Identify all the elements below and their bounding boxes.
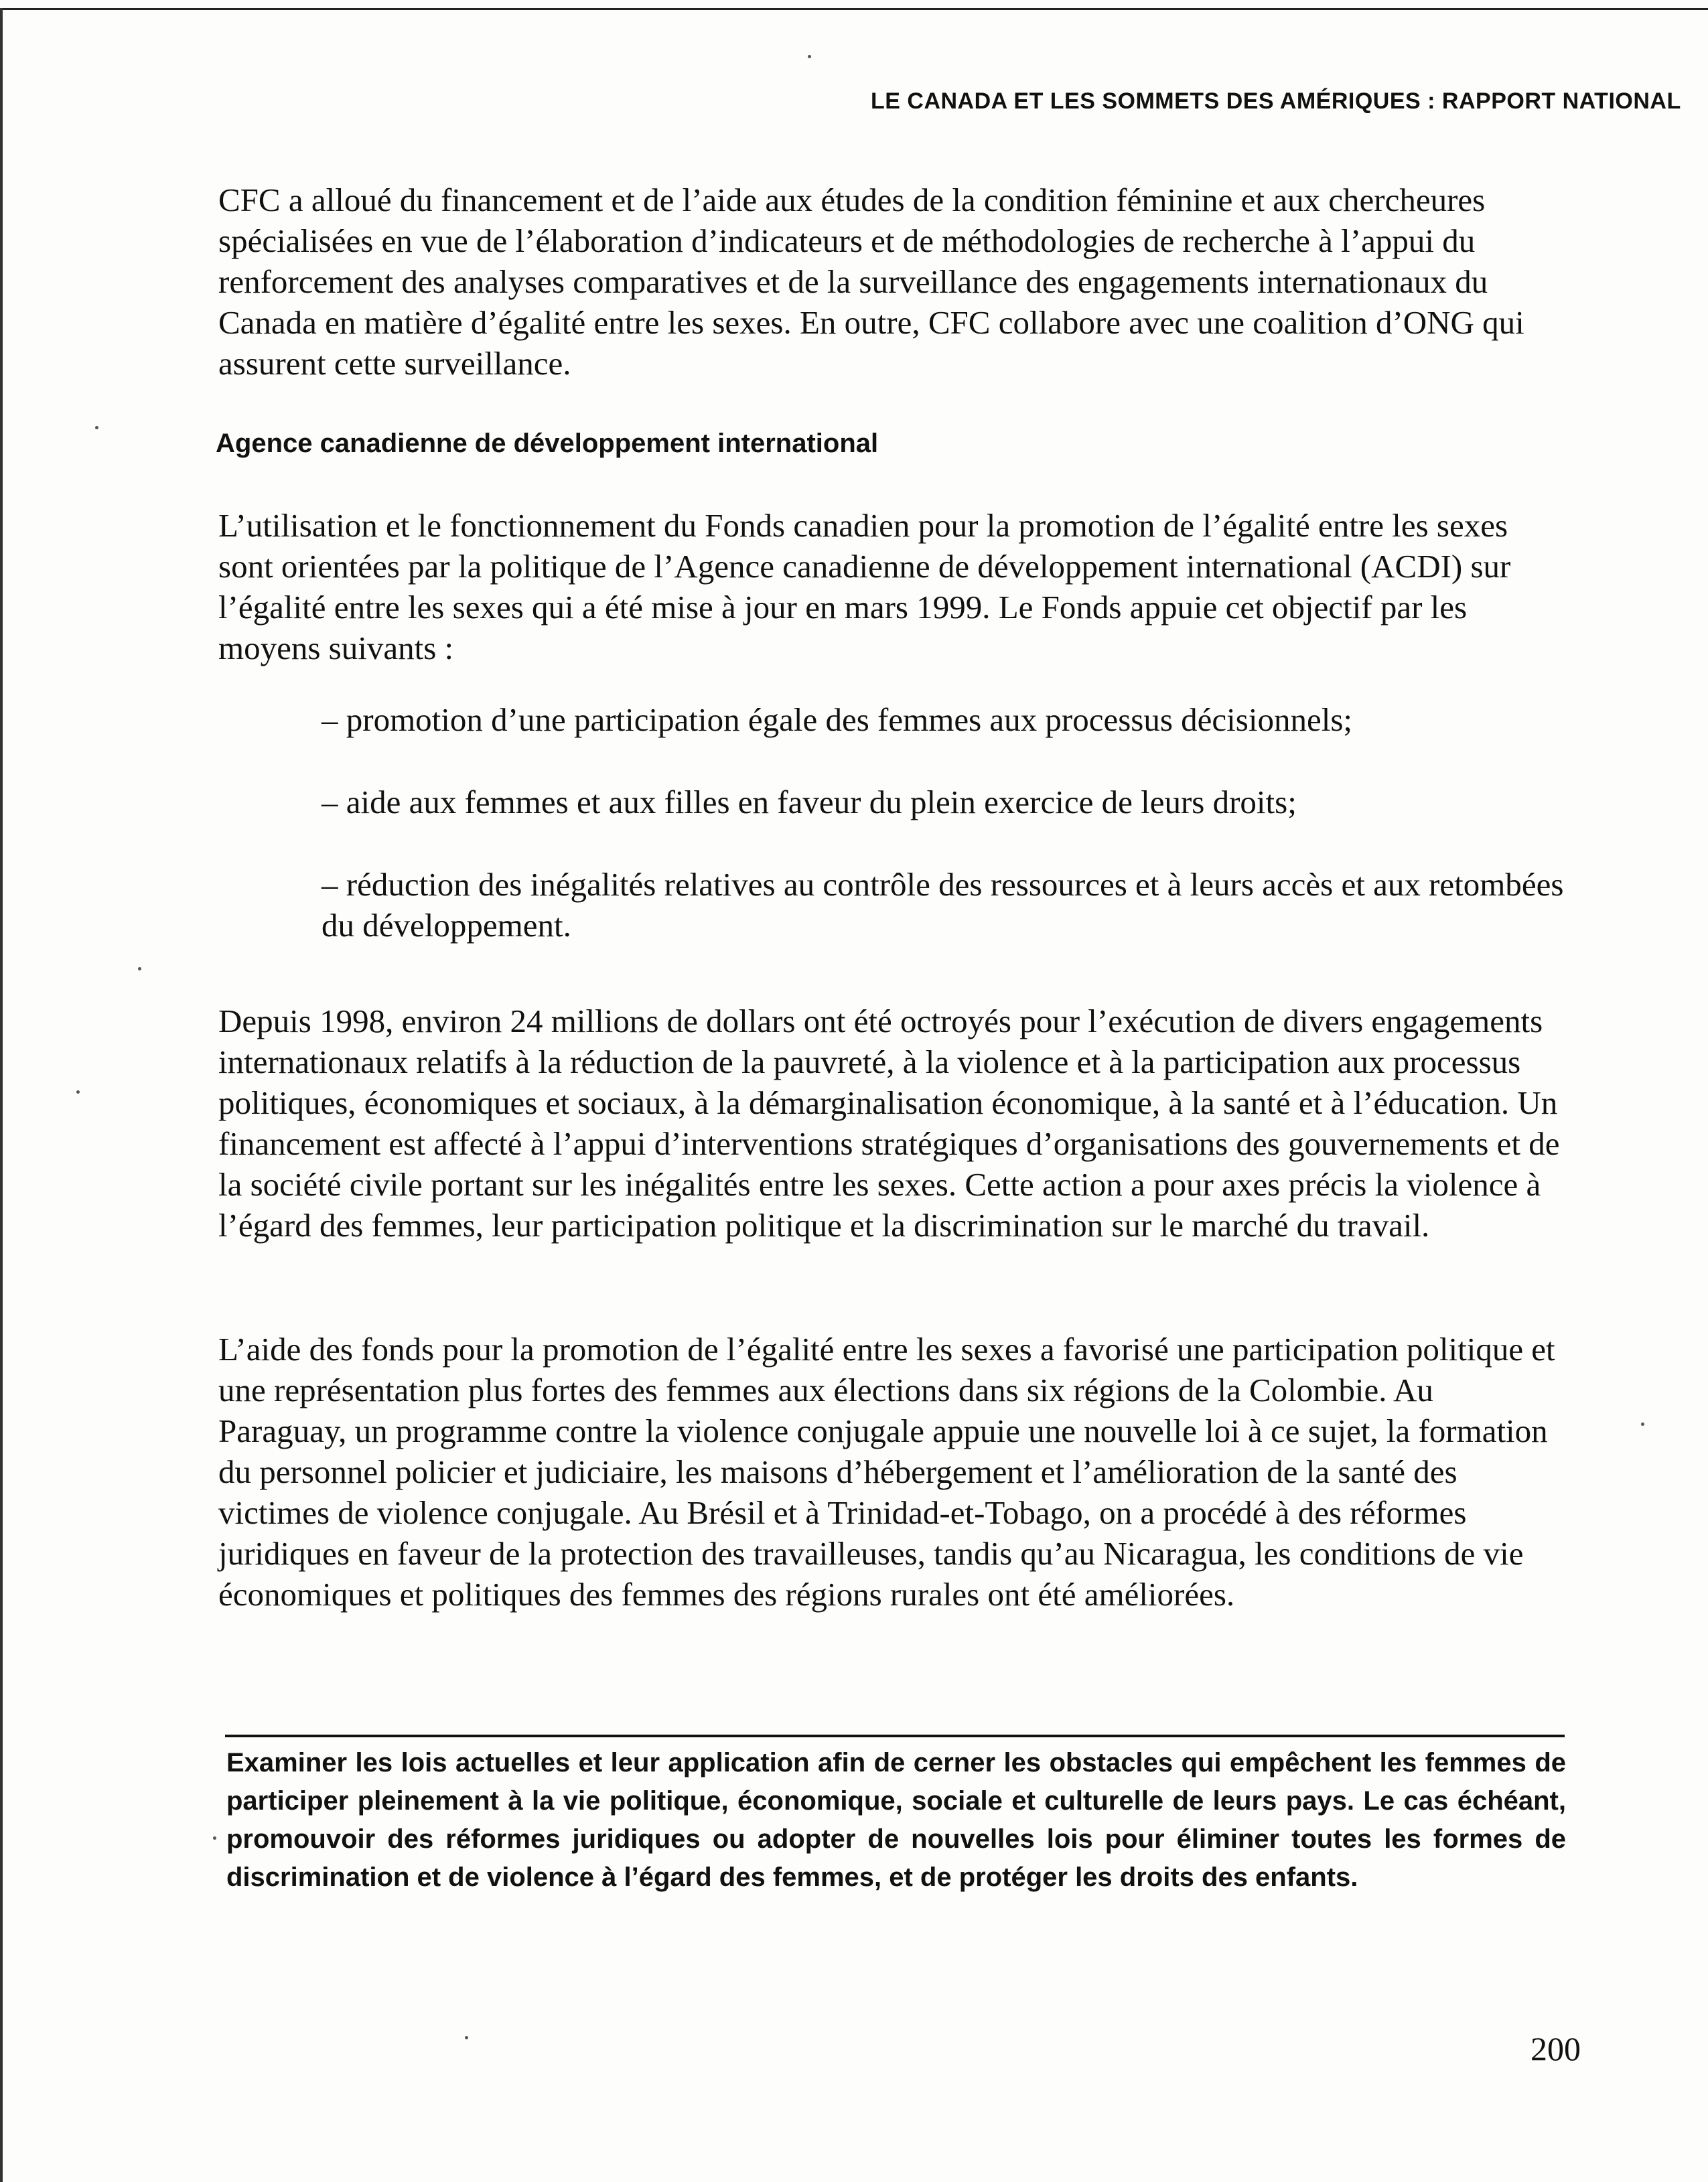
list-item: – aide aux femmes et aux filles en faveur du plein exercice de leurs droits;: [322, 784, 1297, 820]
paragraph-acdi-intro: L’utilisation et le fonctionnement du Fonds canadien pour la promotion de l’égalité entre les sexes sont orientées par la politique de l’Agence canadienne de développement international (ACDI) sur l’égalité entre les sexes qui a été mise à jour en mars 1999. Le Fonds appuie cet objectif par les moyens suivants :: [218, 507, 1511, 666]
section-heading-acdi: Agence canadienne de développement international: [216, 429, 879, 458]
scan-speck: [1641, 1423, 1644, 1426]
scan-speck: [213, 1836, 216, 1840]
scan-speck: [138, 967, 141, 970]
page-number: 200: [1531, 2030, 1581, 2067]
paragraph-cfc: CFC a alloué du financement et de l’aide aux études de la condition féminine et aux chercheures spécialisées en vue de l’élaboration d’indicateurs et de méthodologies de recherche à l’appui du renforcement des analyses comparatives et de la surveillance des engagements internationaux du Canada en matière d’égalité entre les sexes. En outre, CFC collabore avec une coalition d’ONG qui assurent cette surveillance.: [218, 181, 1524, 382]
scan-top-edge: [0, 8, 1708, 10]
running-header: LE CANADA ET LES SOMMETS DES AMÉRIQUES : RAPPORT NATIONAL: [871, 88, 1681, 114]
scan-speck: [76, 1090, 80, 1094]
list-item: – promotion d’une participation égale des femmes aux processus décisionnels;: [322, 701, 1353, 738]
scan-speck: [95, 426, 98, 429]
mandate-box-text: Examiner les lois actuelles et leur application afin de cerner les obstacles qui empêchent les femmes de participer pleinement à la vie politique, économique, sociale et culturelle de leurs pays. Le cas échéant, promouvoir des réformes juridiques ou adopter de nouvelles lois pour éliminer toutes les formes de discrimination et de violence à l’égard des femmes, et de protéger les droits des enfants.: [226, 1748, 1566, 1892]
list-item: – réduction des inégalités relatives au contrôle des ressources et à leurs accès et aux retombées du développement.: [322, 866, 1564, 944]
objectives-list: [322, 699, 1567, 946]
paragraph-aide-fonds: L’aide des fonds pour la promotion de l’égalité entre les sexes a favorisé une participation politique et une représentation plus fortes des femmes aux élections dans six régions de la Colombie. Au Paraguay, un programme contre la violence conjugale appuie une nouvelle loi à ce sujet, la formation du personnel policier et judiciaire, les maisons d’hébergement et l’amélioration de la santé des victimes de violence conjugale. Au Brésil et à Trinidad-et-Tobago, on a procédé à des réformes juridiques en faveur de la protection des travailleuses, tandis qu’au Nicaragua, les conditions de vie économiques et politiques des femmes des régions rurales ont été améliorées.: [218, 1331, 1555, 1613]
scan-speck: [808, 55, 811, 58]
scan-speck: [465, 2036, 468, 2039]
mandate-box-rule: [225, 1735, 1565, 1737]
scan-left-edge: [0, 8, 3, 2182]
paragraph-depuis-1998: Depuis 1998, environ 24 millions de dollars ont été octroyés pour l’exécution de divers engagements internationaux relatifs à la réduction de la pauvreté, à la violence et à la participation aux processus politiques, économiques et sociaux, à la démarginalisation économique, à la santé et à l’éducation. Un financement est affecté à l’appui d’interventions stratégiques d’organisations des gouvernements et de la société civile portant sur les inégalités entre les sexes. Cette action a pour axes précis la violence à l’égard des femmes, leur participation politique et la discrimination sur le marché du travail.: [218, 1003, 1560, 1244]
